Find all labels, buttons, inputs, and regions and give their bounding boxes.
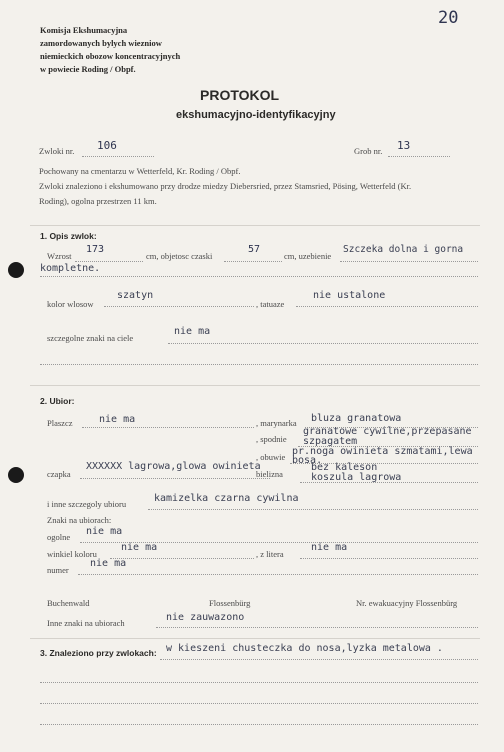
- bielizna-value: bez kaleson: [311, 462, 378, 473]
- znaki-cialo-value: nie ma: [174, 326, 211, 337]
- ogolne-value: nie ma: [86, 526, 123, 537]
- numer-label: numer: [47, 565, 69, 575]
- marynarka-value: bluza granatowa: [311, 413, 402, 424]
- czapka-label: czapka: [47, 469, 71, 479]
- znaki-ubior-heading: Znaki na ubiorach:: [47, 515, 112, 525]
- header-line-2: zamordowanych bylych wiezniow: [40, 38, 162, 48]
- litera-value: nie ma: [311, 542, 348, 553]
- czaska-value: 57: [248, 244, 261, 255]
- buchenwald-label: Buchenwald: [47, 598, 90, 608]
- winkiel-value: nie ma: [121, 542, 158, 553]
- header-line-3: niemieckich obozow koncentracyjnych: [40, 51, 181, 61]
- section-2-heading: 2. Ubior:: [40, 396, 75, 406]
- plaszcz-label: Plaszcz: [47, 418, 73, 428]
- ewak-label: Nr. ewakuacyjny Flossenbürg: [356, 598, 458, 608]
- uzebienie-value: Szczeka dolna i gorna: [343, 244, 464, 255]
- document-subtitle: ekshumacyjno-identyfikacyjny: [176, 109, 336, 121]
- marynarka-label: , marynarka: [256, 418, 297, 428]
- bielizna-value-2: koszula lagrowa: [311, 472, 402, 483]
- inne-ubior-value: kamizelka czarna cywilna: [154, 493, 299, 504]
- znaleziono-text-2: Roding), ogolna przestrzen 11 km.: [39, 196, 157, 206]
- bielizna-label: bielizna: [256, 469, 283, 479]
- obuwie-label: , obuwie: [256, 452, 286, 462]
- wzrost-value: 173: [86, 244, 105, 255]
- obuwie-value-2: bosa.: [292, 455, 323, 466]
- document-title: PROTOKOL: [200, 87, 280, 103]
- binder-hole-top: [8, 262, 24, 278]
- header-line-1: Komisja Ekshumacyjna: [40, 25, 128, 35]
- binder-hole-bottom: [8, 467, 24, 483]
- inne-ubior-label: i inne szczegoly ubioru: [47, 499, 127, 509]
- spodnie-value-2: szpagatem: [303, 436, 358, 447]
- uzebienie-value-2: kompletne.: [40, 263, 101, 274]
- zwloki-label: Zwloki nr.: [39, 146, 75, 156]
- znaleziono-text: Zwloki znaleziono i ekshumowano przy drodze miedzy Diebersried, przez Stamsried, Pösing, Wetterfeld (Kr.: [39, 181, 412, 191]
- winkiel-label: winkiel koloru: [47, 549, 97, 559]
- inne-znaki-label: Inne znaki na ubiorach: [47, 618, 125, 628]
- section-3-heading: 3. Znaleziono przy zwlokach:: [40, 648, 157, 658]
- czapka-value: XXXXXX lagrowa,glowa owinieta: [86, 461, 261, 472]
- section-3-value: w kieszeni chusteczka do nosa,lyzka metalowa .: [166, 643, 443, 654]
- zwloki-value: 106: [97, 139, 117, 152]
- section-1-heading: 1. Opis zwlok:: [40, 231, 97, 241]
- plaszcz-value: nie ma: [99, 414, 136, 425]
- grob-label: Grob nr.: [354, 146, 383, 156]
- znaki-cialo-label: szczegolne znaki na ciele: [47, 333, 134, 343]
- inne-znaki-value: nie zauwazono: [166, 612, 245, 623]
- kolor-label: kolor wlosow: [47, 299, 94, 309]
- page-number: 20: [438, 8, 459, 28]
- litera-label: , z litera: [256, 549, 284, 559]
- wzrost-label: Wzrost: [47, 251, 72, 261]
- spodnie-label: , spodnie: [256, 434, 287, 444]
- ogolne-label: ogolne: [47, 532, 71, 542]
- header-line-4: w powiecie Roding / Obpf.: [40, 64, 136, 74]
- obuwie-value: pr.noga owinieta szmatami,lewa: [292, 446, 473, 457]
- kolor-value: szatyn: [117, 290, 154, 301]
- spodnie-value: granatowe cywilne,przepasane: [303, 426, 472, 437]
- pochowany-text: Pochowany na cmentarzu w Wetterfeld, Kr. Roding / Obpf.: [39, 166, 241, 176]
- grob-value: 13: [397, 139, 411, 152]
- tatuaze-label: , tatuaze: [256, 299, 285, 309]
- wzrost-unit: cm, objetosc czaski: [146, 251, 213, 261]
- tatuaze-value: nie ustalone: [313, 290, 386, 301]
- flossenburg-label: Flossenbürg: [209, 598, 251, 608]
- czaska-unit: cm, uzebienie: [284, 251, 332, 261]
- numer-value: nie ma: [90, 558, 127, 569]
